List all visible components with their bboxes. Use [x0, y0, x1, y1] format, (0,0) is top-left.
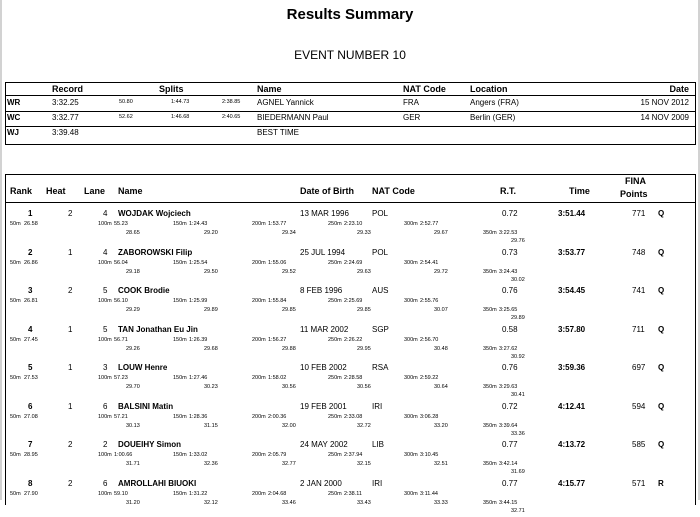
split-150: 1:25.99	[189, 298, 208, 304]
split-150: 1:26.39	[189, 336, 208, 343]
lap-300: 29.72	[434, 268, 448, 275]
lap-300: 30.64	[434, 384, 448, 390]
split-50: 28.95	[24, 452, 38, 458]
results-header-name: Name	[118, 186, 143, 196]
result-rt: 0.73	[502, 247, 518, 257]
split-distance-label: 50m	[10, 452, 21, 458]
split-distance-label: 150m	[173, 452, 187, 458]
result-nat: LIB	[372, 440, 385, 449]
split-distance-label: 100m	[98, 336, 112, 343]
split-distance-label: 300m	[404, 298, 418, 304]
result-heat: 1	[68, 247, 73, 257]
result-nat: POL	[372, 209, 389, 218]
split-distance-label: 300m	[404, 375, 418, 381]
lap-350: 31.69	[511, 469, 525, 475]
lap-150: 29.68	[204, 345, 218, 352]
result-time: 3:53.77	[558, 247, 586, 257]
split-distance-label: 350m	[483, 384, 497, 390]
split-distance-label: 50m	[10, 298, 21, 304]
split-150: 1:24.43	[189, 221, 208, 227]
record-split-1: 50.80	[119, 99, 133, 105]
lap-250: 32.15	[357, 461, 371, 467]
split-250: 2:38.11	[344, 490, 362, 497]
result-heat: 1	[68, 324, 73, 334]
result-dob: 11 MAR 2002	[300, 324, 349, 334]
result-nat: IRI	[372, 401, 383, 411]
result-time: 3:57.80	[558, 324, 586, 334]
lap-300: 32.51	[434, 461, 448, 467]
result-status: Q	[658, 401, 665, 411]
result-dob: 8 FEB 1996	[300, 286, 343, 295]
split-distance-label: 100m	[98, 259, 112, 266]
result-lane: 3	[103, 363, 108, 372]
split-distance-label: 350m	[483, 461, 497, 467]
split-100: 56.04	[114, 259, 128, 266]
split-distance-label: 300m	[404, 452, 418, 458]
result-rt: 0.72	[502, 209, 518, 218]
split-100: 57.21	[114, 413, 128, 420]
split-350: 3:27.62	[499, 345, 518, 352]
record-type: WC	[7, 113, 21, 122]
lap-200: 32.00	[282, 422, 296, 429]
result-rank: 7	[28, 440, 33, 449]
result-points: 585	[632, 440, 646, 449]
result-rank: 1	[28, 209, 33, 218]
split-distance-label: 250m	[328, 298, 342, 304]
split-100: 56.10	[114, 298, 128, 304]
lap-200: 29.34	[282, 230, 296, 236]
result-dob: 13 MAR 1996	[300, 209, 349, 218]
result-heat: 2	[68, 478, 73, 488]
lap-200: 30.56	[282, 384, 296, 390]
result-rank: 2	[28, 247, 33, 257]
lap-350: 30.92	[511, 353, 525, 360]
result-points: 741	[632, 286, 646, 295]
result-points: 771	[632, 209, 646, 218]
records-header-record: Record	[52, 84, 84, 94]
lap-250: 29.85	[357, 307, 371, 313]
split-100: 55.23	[114, 221, 128, 227]
result-heat: 1	[68, 363, 73, 372]
result-rank: 8	[28, 478, 33, 488]
split-250: 2:28.58	[344, 375, 363, 381]
split-distance-label: 150m	[173, 490, 187, 497]
split-250: 2:26.22	[344, 336, 363, 343]
result-points: 594	[632, 401, 646, 411]
record-row	[6, 112, 695, 127]
split-250: 2:23.10	[344, 221, 363, 227]
result-dob: 19 FEB 2001	[300, 401, 347, 411]
result-lane: 4	[103, 247, 108, 257]
split-distance-label: 50m	[10, 221, 21, 227]
split-250: 2:33.08	[344, 413, 363, 420]
result-status: Q	[658, 363, 665, 372]
result-time: 3:51.44	[558, 209, 586, 218]
split-50: 26.86	[24, 259, 38, 266]
record-row	[6, 127, 695, 142]
split-150: 1:31.22	[189, 490, 208, 497]
result-rt: 0.76	[502, 286, 518, 295]
split-350: 3:24.43	[499, 268, 518, 275]
split-200: 1:55.84	[268, 298, 287, 304]
result-row	[6, 209, 695, 247]
result-time: 3:59.36	[558, 363, 586, 372]
split-200: 2:04.68	[268, 490, 287, 497]
split-200: 1:58.02	[268, 375, 287, 381]
lap-150: 32.36	[204, 461, 218, 467]
lap-350: 32.71	[511, 507, 525, 514]
split-distance-label: 200m	[252, 259, 266, 266]
result-name: COOK Brodie	[118, 286, 170, 295]
results-header-heat: Heat	[46, 186, 66, 196]
split-300: 2:56.70	[420, 336, 439, 343]
record-holder: BEST TIME	[257, 128, 299, 137]
split-distance-label: 200m	[252, 452, 266, 458]
result-lane: 6	[103, 478, 108, 488]
split-350: 3:42.14	[499, 461, 518, 467]
split-300: 2:59.22	[420, 375, 439, 381]
result-rank: 6	[28, 401, 33, 411]
result-time: 4:15.77	[558, 478, 586, 488]
split-distance-label: 250m	[328, 259, 342, 266]
result-time: 3:54.45	[558, 286, 586, 295]
records-header-location: Location	[470, 84, 508, 94]
lap-200: 29.85	[282, 307, 296, 313]
split-distance-label: 250m	[328, 413, 342, 420]
lap-300: 33.20	[434, 422, 448, 429]
split-300: 3:06.28	[420, 413, 439, 420]
result-rt: 0.72	[502, 401, 518, 411]
record-row	[6, 97, 695, 112]
split-50: 27.45	[24, 336, 38, 343]
result-heat: 1	[68, 401, 73, 411]
result-name: BALSINI Matin	[118, 401, 174, 411]
split-distance-label: 200m	[252, 298, 266, 304]
result-lane: 5	[103, 324, 108, 334]
split-distance-label: 350m	[483, 345, 497, 352]
split-distance-label: 350m	[483, 422, 497, 429]
lap-250: 29.63	[357, 268, 371, 275]
split-50: 27.08	[24, 413, 38, 420]
lap-150: 29.20	[204, 230, 218, 236]
result-dob: 2 JAN 2000	[300, 478, 342, 488]
split-250: 2:24.69	[344, 259, 363, 266]
result-rank: 5	[28, 363, 33, 372]
split-distance-label: 100m	[98, 413, 112, 420]
results-header-dob: Date of Birth	[300, 186, 354, 196]
lap-100: 31.20	[126, 499, 140, 506]
split-250: 2:25.69	[344, 298, 363, 304]
records-header-date: Date	[669, 84, 689, 94]
lap-250: 29.95	[357, 345, 371, 352]
record-date: 14 NOV 2009	[640, 113, 689, 122]
results-header-rank: Rank	[10, 186, 33, 196]
result-dob: 24 MAY 2002	[300, 440, 348, 449]
result-points: 697	[632, 363, 646, 372]
result-rt: 0.58	[502, 324, 518, 334]
results-header-points: Points	[620, 189, 648, 199]
split-350: 3:29.63	[499, 384, 518, 390]
split-350: 3:44.15	[499, 499, 518, 506]
results-header-time: Time	[569, 186, 590, 196]
lap-100: 29.70	[126, 384, 140, 390]
split-200: 2:00.36	[268, 413, 287, 420]
split-distance-label: 100m	[98, 452, 112, 458]
lap-300: 29.67	[434, 230, 448, 236]
split-distance-label: 50m	[10, 413, 21, 420]
split-distance-label: 100m	[98, 375, 112, 381]
result-lane: 5	[103, 286, 108, 295]
result-name: WOJDAK Wojciech	[118, 209, 191, 218]
split-50: 26.81	[24, 298, 38, 304]
split-300: 2:55.76	[420, 298, 439, 304]
result-points: 711	[632, 324, 645, 334]
lap-100: 31.71	[126, 461, 140, 467]
split-distance-label: 300m	[404, 221, 418, 227]
split-200: 1:55.06	[268, 259, 287, 266]
results-header-lane: Lane	[84, 186, 106, 196]
split-distance-label: 250m	[328, 375, 342, 381]
lap-300: 33.33	[434, 499, 448, 506]
records-header-divider	[6, 95, 695, 96]
result-status: Q	[658, 286, 665, 295]
result-name: LOUW Henre	[118, 363, 168, 372]
result-rank: 3	[28, 286, 33, 295]
split-distance-label: 200m	[252, 413, 266, 420]
split-300: 2:54.41	[420, 259, 439, 266]
split-150: 1:28.36	[189, 413, 208, 420]
result-name: AMROLLAHI BIUOKI	[118, 478, 197, 488]
results-header-divider	[6, 202, 695, 203]
record-nat: FRA	[403, 98, 419, 107]
split-distance-label: 350m	[483, 268, 497, 275]
result-heat: 2	[68, 209, 73, 218]
result-row	[6, 440, 695, 478]
result-lane: 4	[103, 209, 108, 218]
lap-250: 32.72	[357, 422, 371, 429]
result-dob: 10 FEB 2002	[300, 363, 347, 372]
record-time: 3:39.48	[52, 128, 79, 137]
result-points: 571	[632, 478, 646, 488]
result-heat: 2	[68, 440, 73, 449]
split-distance-label: 150m	[173, 259, 187, 266]
records-table	[5, 82, 696, 145]
split-50: 27.90	[24, 490, 38, 497]
split-100: 56.71	[114, 336, 128, 343]
lap-100: 29.29	[126, 307, 140, 313]
split-distance-label: 300m	[404, 259, 418, 266]
record-split-3: 2:40.65	[222, 114, 241, 120]
results-header-nat: NAT Code	[372, 186, 415, 196]
split-distance-label: 150m	[173, 221, 187, 227]
lap-100: 29.26	[126, 345, 140, 352]
record-location: Berlin (GER)	[470, 113, 516, 122]
result-lane: 6	[103, 401, 108, 411]
lap-300: 30.07	[434, 307, 448, 313]
result-rt: 0.77	[502, 440, 518, 449]
split-distance-label: 50m	[10, 259, 21, 266]
record-holder: AGNEL Yannick	[257, 98, 314, 107]
lap-150: 29.89	[204, 307, 218, 313]
split-distance-label: 100m	[98, 298, 112, 304]
records-header-name: Name	[257, 84, 282, 94]
result-dob: 25 JUL 1994	[300, 247, 346, 257]
result-nat: SGP	[372, 324, 389, 334]
lap-200: 33.46	[282, 499, 296, 506]
split-250: 2:37.94	[344, 452, 363, 458]
split-distance-label: 150m	[173, 375, 187, 381]
result-row	[6, 286, 695, 324]
split-distance-label: 250m	[328, 452, 342, 458]
split-distance-label: 150m	[173, 336, 187, 343]
lap-350: 30.41	[511, 392, 525, 398]
record-location: Angers (FRA)	[470, 98, 519, 107]
split-distance-label: 300m	[404, 490, 418, 497]
split-300: 3:10.45	[420, 452, 439, 458]
split-200: 1:56.27	[268, 336, 287, 343]
lap-250: 30.56	[357, 384, 371, 390]
result-row	[6, 402, 695, 440]
result-name: DOUEIHY Simon	[118, 440, 181, 449]
event-number: EVENT NUMBER 10	[294, 48, 406, 62]
record-date: 15 NOV 2012	[640, 98, 689, 107]
result-status: R	[658, 478, 664, 488]
record-time: 3:32.25	[52, 98, 79, 107]
split-150: 1:25.54	[189, 259, 208, 266]
split-distance-label: 150m	[173, 298, 187, 304]
split-distance-label: 300m	[404, 413, 418, 420]
result-heat: 2	[68, 286, 73, 295]
record-split-2: 1:46.68	[171, 114, 190, 120]
result-nat: RSA	[372, 363, 389, 372]
split-distance-label: 250m	[328, 221, 342, 227]
lap-350: 33.36	[511, 430, 525, 437]
split-350: 3:39.64	[499, 422, 518, 429]
lap-150: 32.12	[204, 499, 218, 506]
record-type: WR	[7, 98, 21, 107]
split-distance-label: 250m	[328, 336, 342, 343]
lap-350: 29.76	[511, 238, 525, 244]
results-header-rt: R.T.	[500, 186, 517, 196]
split-200: 2:05.79	[268, 452, 287, 458]
result-time: 4:13.72	[558, 440, 586, 449]
result-nat: AUS	[372, 286, 389, 295]
split-350: 3:25.65	[499, 307, 518, 313]
split-100: 1:00.66	[114, 452, 133, 458]
record-holder: BIEDERMANN Paul	[257, 113, 329, 122]
split-distance-label: 200m	[252, 375, 266, 381]
split-distance-label: 200m	[252, 221, 266, 227]
split-distance-label: 200m	[252, 490, 266, 497]
results-table	[5, 174, 696, 514]
lap-100: 30.13	[126, 422, 140, 429]
record-type: WJ	[7, 128, 19, 137]
lap-200: 29.88	[282, 345, 296, 352]
split-distance-label: 350m	[483, 230, 497, 236]
split-300: 2:52.77	[420, 221, 439, 227]
lap-150: 29.50	[204, 268, 218, 275]
result-name: ZABOROWSKI Filip	[118, 247, 193, 257]
split-200: 1:53.77	[268, 221, 287, 227]
split-50: 27.53	[24, 375, 38, 381]
split-distance-label: 150m	[173, 413, 187, 420]
result-rt: 0.76	[502, 363, 518, 372]
split-150: 1:33.02	[189, 452, 208, 458]
lap-200: 29.52	[282, 268, 296, 275]
result-status: Q	[658, 324, 665, 334]
result-nat: POL	[372, 247, 389, 257]
results-header-fina: FINA	[625, 176, 646, 186]
result-lane: 2	[103, 440, 108, 449]
result-time: 4:12.41	[558, 401, 586, 411]
lap-350: 30.02	[511, 276, 525, 283]
record-split-1: 52.62	[119, 114, 133, 120]
result-row	[6, 479, 695, 517]
result-points: 748	[632, 247, 646, 257]
page-title: Results Summary	[286, 6, 414, 23]
split-distance-label: 350m	[483, 499, 497, 506]
page-edge-left	[0, 0, 2, 500]
records-header-nat: NAT Code	[403, 84, 446, 94]
split-distance-label: 300m	[404, 336, 418, 343]
split-distance-label: 100m	[98, 221, 112, 227]
result-status: Q	[658, 440, 665, 449]
result-rank: 4	[28, 324, 33, 334]
lap-300: 30.48	[434, 345, 448, 352]
result-name: TAN Jonathan Eu Jin	[118, 324, 198, 334]
split-distance-label: 200m	[252, 336, 266, 343]
lap-350: 29.89	[511, 315, 525, 321]
split-distance-label: 50m	[10, 375, 21, 381]
record-split-3: 2:38.85	[222, 99, 241, 105]
split-150: 1:27.46	[189, 375, 208, 381]
records-header-splits: Splits	[159, 84, 184, 94]
split-50: 26.58	[24, 221, 38, 227]
lap-200: 32.77	[282, 461, 296, 467]
split-distance-label: 50m	[10, 490, 21, 497]
result-status: Q	[658, 247, 665, 257]
split-100: 57.23	[114, 375, 128, 381]
record-split-2: 1:44.73	[171, 99, 190, 105]
record-nat: GER	[403, 113, 421, 122]
split-350: 3:22.53	[499, 230, 518, 236]
lap-250: 33.43	[357, 499, 371, 506]
result-status: Q	[658, 209, 665, 218]
lap-250: 29.33	[357, 230, 371, 236]
result-nat: IRI	[372, 478, 383, 488]
lap-100: 28.65	[126, 230, 140, 236]
split-distance-label: 350m	[483, 307, 497, 313]
result-rt: 0.77	[502, 478, 518, 488]
result-row	[6, 248, 695, 286]
result-row	[6, 363, 695, 401]
record-time: 3:32.77	[52, 113, 79, 122]
result-row	[6, 325, 695, 363]
split-distance-label: 100m	[98, 490, 112, 497]
lap-150: 30.23	[204, 384, 218, 390]
split-distance-label: 50m	[10, 336, 21, 343]
split-100: 59.10	[114, 490, 128, 497]
split-300: 3:11.44	[420, 490, 438, 497]
split-distance-label: 250m	[328, 490, 342, 497]
lap-100: 29.18	[126, 268, 140, 275]
lap-150: 31.15	[204, 422, 218, 429]
